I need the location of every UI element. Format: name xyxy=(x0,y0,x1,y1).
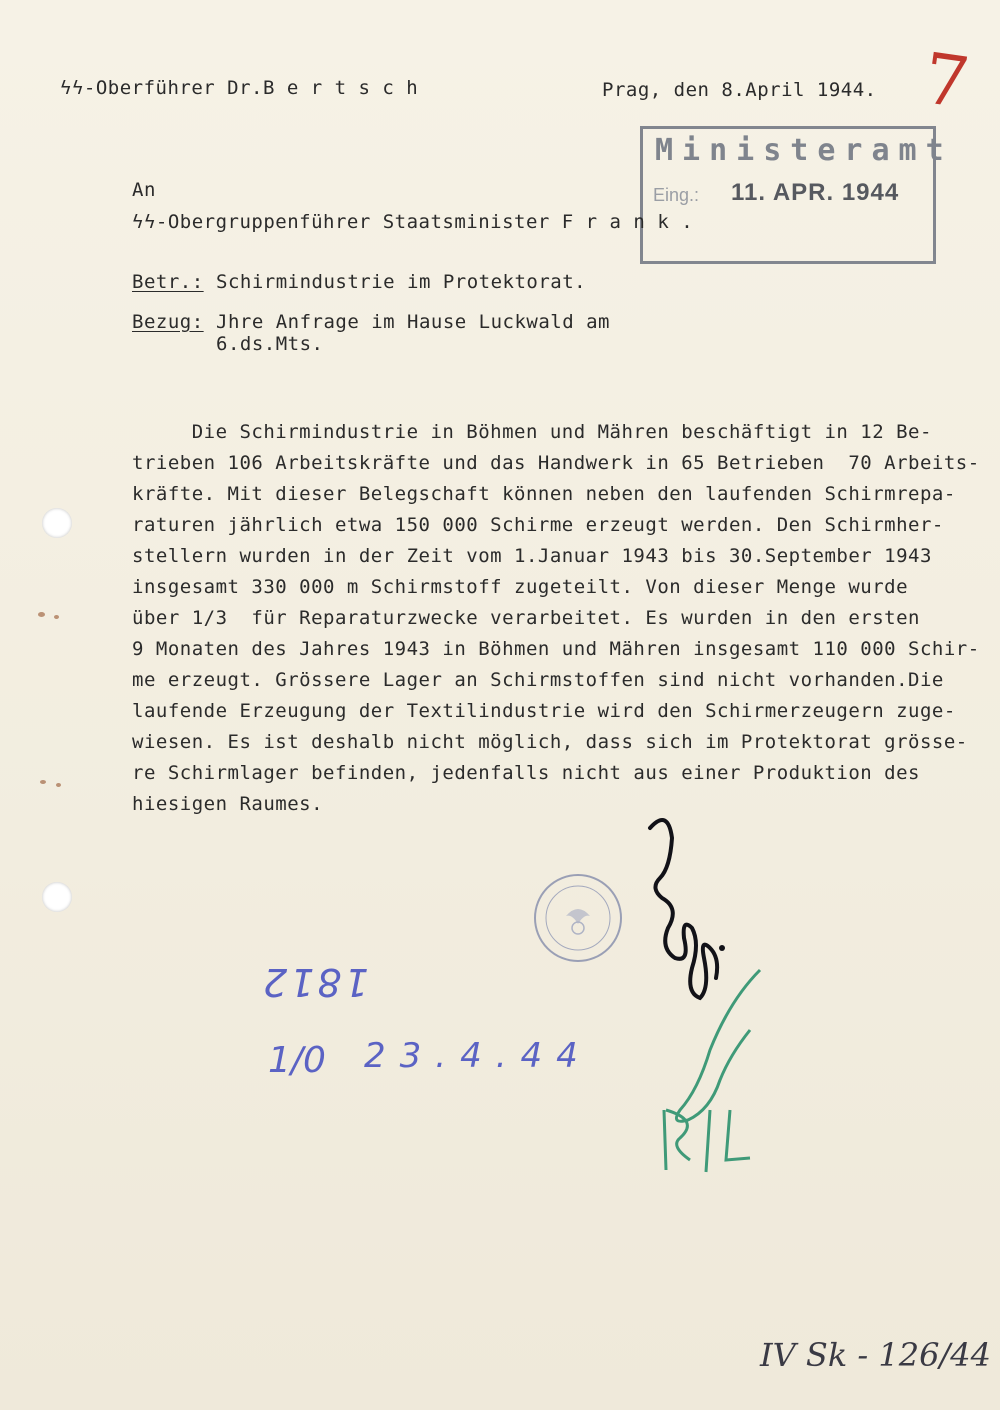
received-stamp xyxy=(640,126,953,264)
blue-pencil-number: 1812 xyxy=(260,960,369,1004)
place-date-line: Prag, den 8.April 1944. xyxy=(602,79,877,101)
address-to: An xyxy=(132,179,156,201)
body-line: 9 Monaten des Jahres 1943 in Böhmen und Mähren insgesamt 110 000 Schir- xyxy=(132,638,980,660)
rust-stain xyxy=(54,615,59,619)
body-line: insgesamt 330 000 m Schirmstoff zugeteilt. Von dieser Menge wurde xyxy=(132,576,909,598)
betr-label: Betr.: xyxy=(132,271,204,293)
body-line: kräfte. Mit dieser Belegschaft können neben den laufenden Schirmrepa- xyxy=(132,483,956,505)
body-line: raturen jährlich etwa 150 000 Schirme erzeugt werden. Den Schirmher- xyxy=(132,514,944,536)
punch-hole-bottom xyxy=(42,882,72,912)
body-line: Die Schirmindustrie in Böhmen und Mähren beschäftigt in 12 Be- xyxy=(132,421,932,443)
body-line: trieben 106 Arbeitskräfte und das Handwerk in 65 Betrieben 70 Arbeits- xyxy=(132,452,980,474)
rust-stain xyxy=(40,780,46,784)
betr-text: Schirmindustrie im Protektorat. xyxy=(216,271,587,293)
stamp-title: Ministeramt xyxy=(655,133,953,168)
bezug-line-2: 6.ds.Mts. xyxy=(216,333,324,355)
stamp-received-label: Eing.: xyxy=(653,185,700,205)
rust-stain xyxy=(38,612,45,617)
bezug-line-1: Jhre Anfrage im Hause Luckwald am xyxy=(216,311,610,333)
file-reference: IV Sk - 126/44 xyxy=(760,1336,991,1374)
body-line: laufende Erzeugung der Textilindustrie wird den Schirmerzeugern zuge- xyxy=(132,700,956,722)
bezug-label: Bezug: xyxy=(132,311,204,333)
body-line: re Schirmlager befinden, jedenfalls nicht aus einer Produktion des xyxy=(132,762,920,784)
blue-pencil-fraction: 1/0 xyxy=(268,1040,326,1081)
body-line: über 1/3 für Reparaturzwecke verarbeitet. Es wurden in den ersten xyxy=(132,607,920,629)
sender-line: ϟϟ-Oberführer Dr.B e r t s c h xyxy=(60,77,419,99)
body-line: me erzeugt. Grössere Lager an Schirmstoffen sind nicht vorhanden.Die xyxy=(132,669,944,691)
body-line: wiesen. Es ist deshalb nicht möglich, dass sich im Protektorat grösse- xyxy=(132,731,968,753)
seal-eagle-icon xyxy=(536,876,620,960)
recipient-line: ϟϟ-Obergruppenführer Staatsminister F r a n k . xyxy=(132,211,694,233)
rust-stain xyxy=(56,783,61,787)
official-seal xyxy=(534,874,622,962)
signature-green xyxy=(640,960,780,1180)
body-line: hiesigen Raumes. xyxy=(132,793,324,815)
body-line: stellern wurden in der Zeit vom 1.Januar 1943 bis 30.September 1943 xyxy=(132,545,932,567)
page-number: 7 xyxy=(918,37,975,125)
stamp-received-date: 11. APR. 1944 xyxy=(731,179,900,206)
blue-pencil-date: 23.4.44 xyxy=(364,1036,592,1076)
punch-hole-top xyxy=(42,508,72,538)
